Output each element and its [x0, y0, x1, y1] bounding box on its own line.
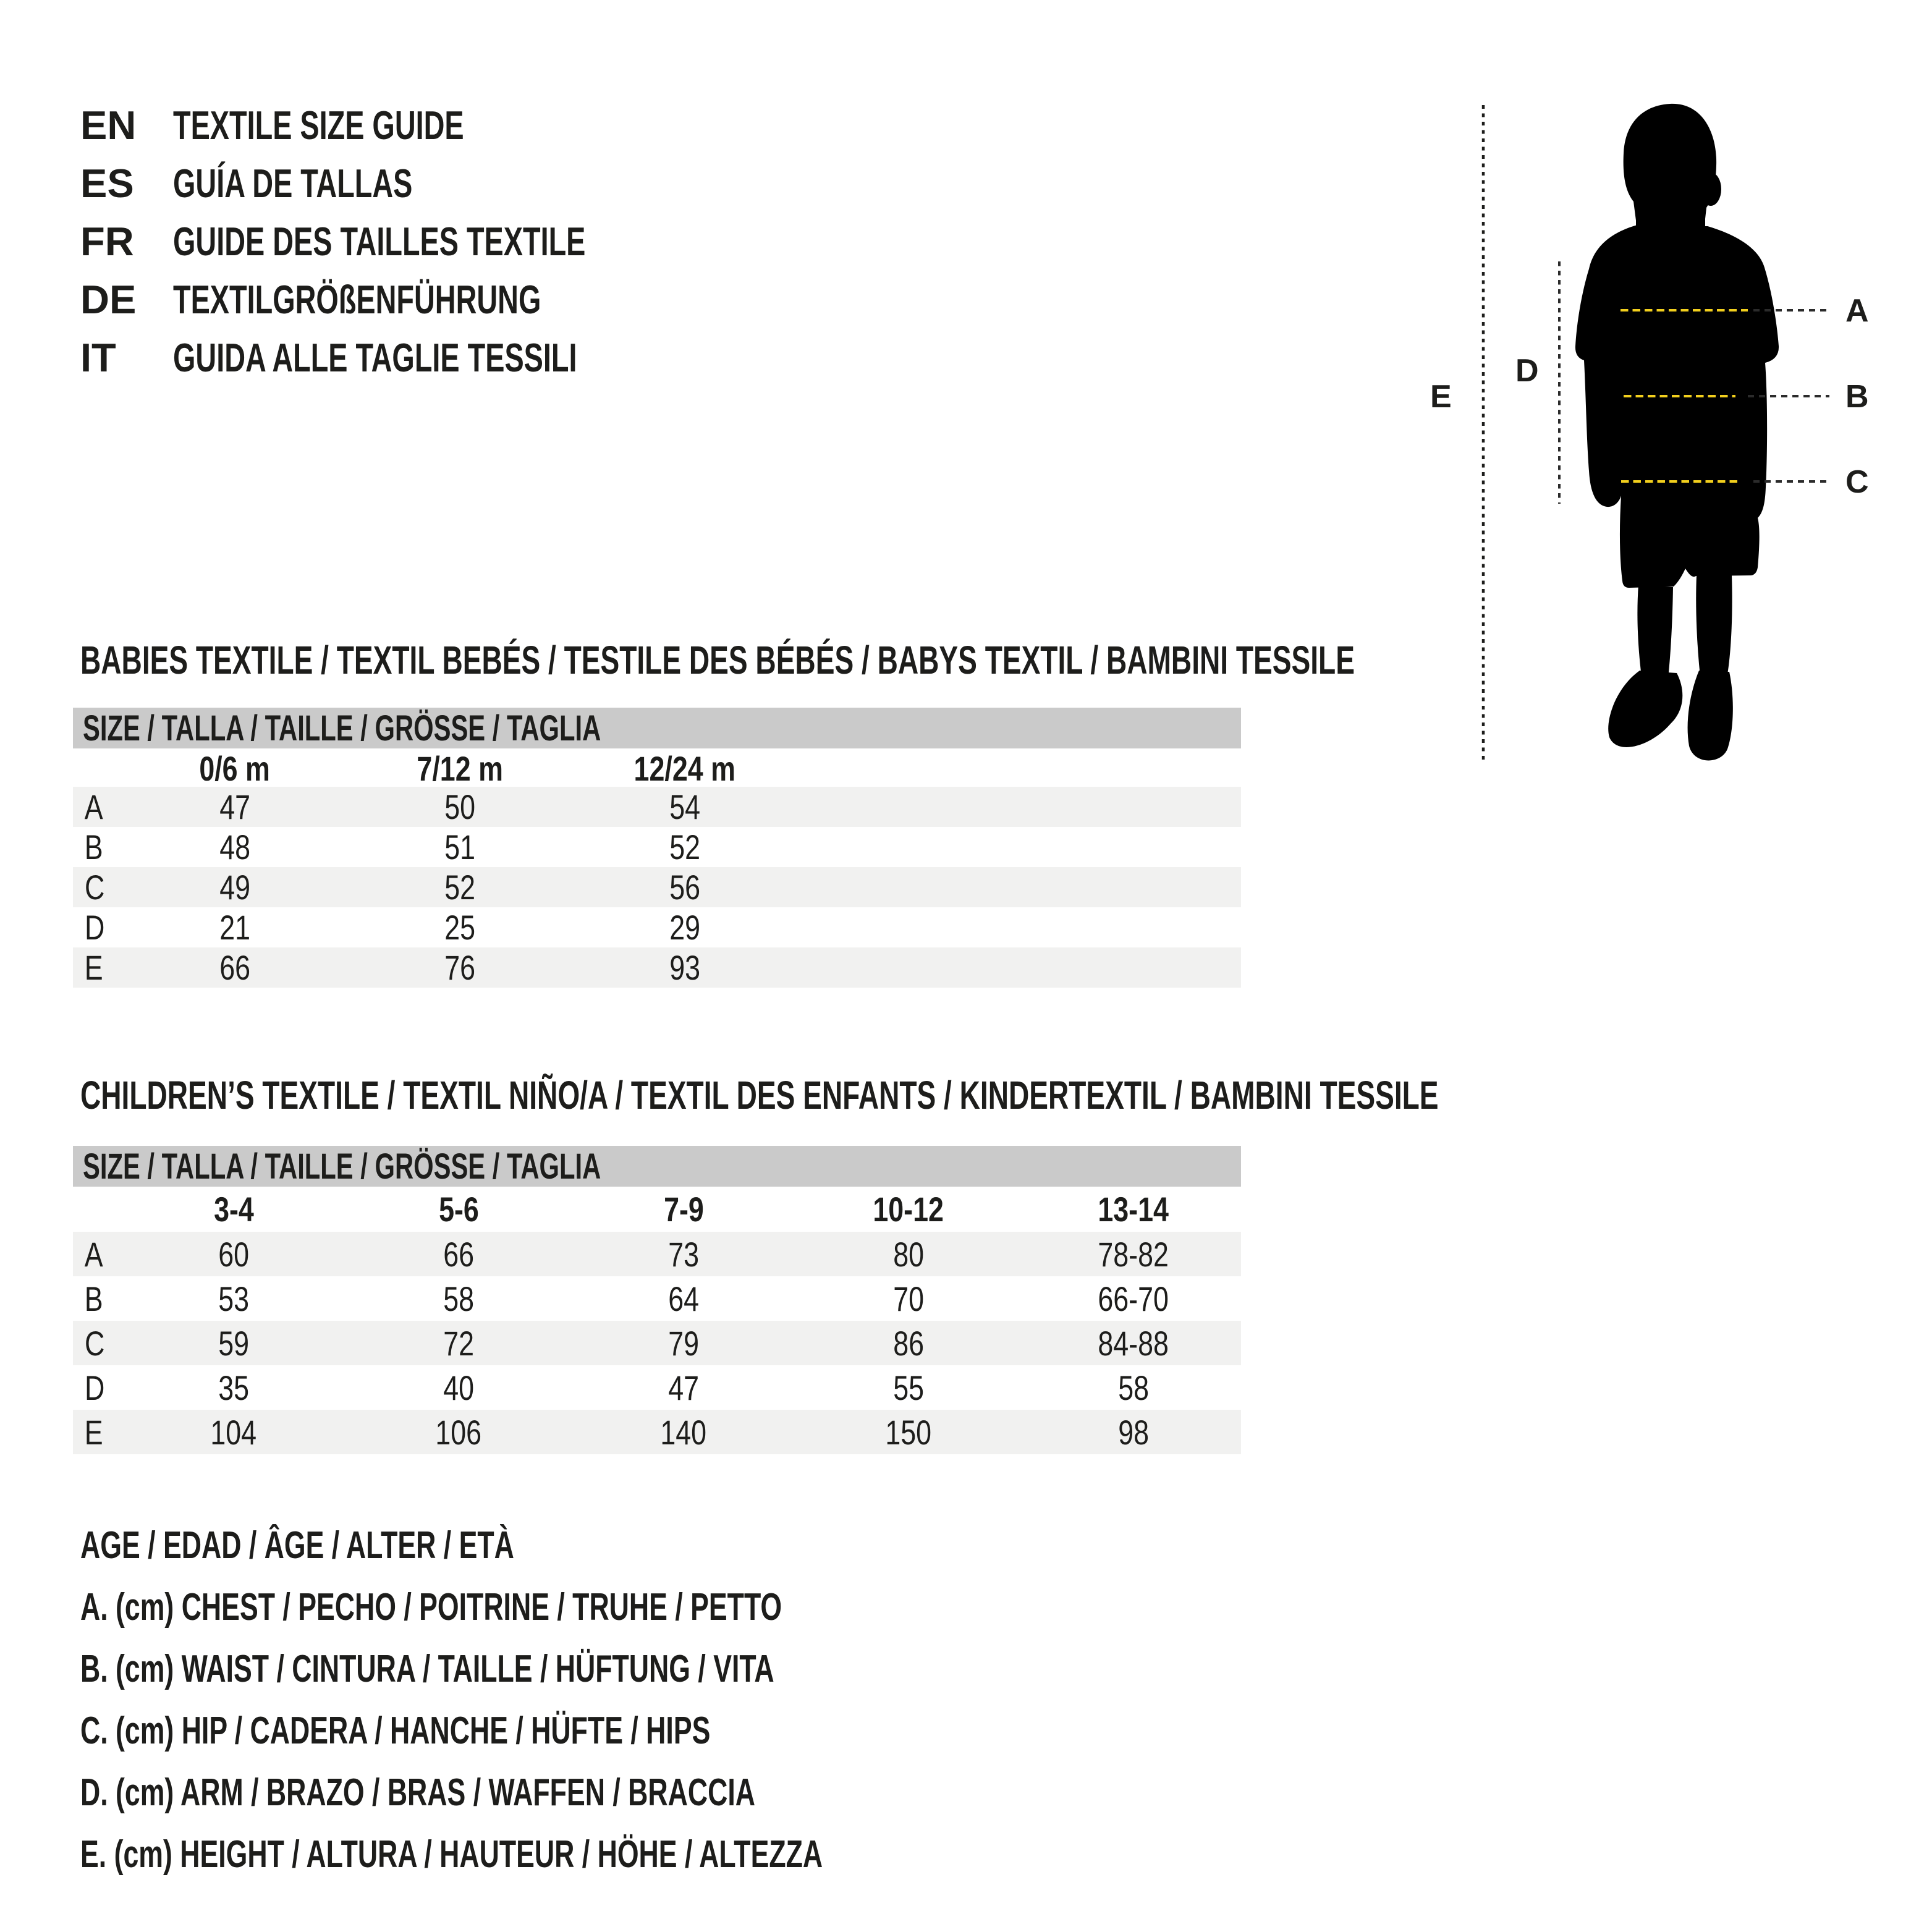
- legend-line-arm: D. (cm) ARM / BRAZO / BRAS / WAFFEN / BRACCIA: [80, 1771, 756, 1814]
- table-row: [73, 947, 1241, 988]
- measure-label-d: D: [1515, 353, 1539, 389]
- table-cell: 79: [668, 1323, 699, 1363]
- table-cell: 55: [893, 1368, 924, 1407]
- language-row-it: [80, 328, 746, 386]
- measure-label-b: B: [1845, 379, 1869, 415]
- measure-label-a: A: [1845, 293, 1869, 329]
- row-label: B: [84, 828, 103, 866]
- table-cell: 73: [668, 1234, 699, 1274]
- row-label: E: [84, 1412, 103, 1452]
- guide-title-en: TEXTILE SIZE GUIDE: [173, 102, 464, 148]
- table-cell: 150: [885, 1412, 932, 1452]
- table-row: [73, 1365, 1241, 1410]
- language-row-en: [80, 96, 746, 154]
- legend-line-height: E. (cm) HEIGHT / ALTURA / HAUTEUR / HÖHE / ALTEZZA: [80, 1832, 823, 1876]
- table-row: [73, 1410, 1241, 1454]
- table-cell: 66-70: [1098, 1279, 1169, 1318]
- guide-title-it: GUIDA ALLE TAGLIE TESSILI: [173, 334, 577, 380]
- row-label: A: [84, 787, 103, 826]
- table-cell: 52: [669, 828, 700, 866]
- babies-size-header-bar: [73, 708, 1241, 748]
- table-cell: 56: [669, 868, 700, 907]
- table-row: [73, 787, 1241, 827]
- column-header: 3-4: [213, 1190, 254, 1229]
- table-cell: 140: [660, 1412, 707, 1452]
- legend-line-hip: C. (cm) HIP / CADERA / HANCHE / HÜFTE / HIPS: [80, 1709, 711, 1752]
- column-header: 0/6 m: [199, 749, 271, 788]
- column-header: 13-14: [1098, 1190, 1169, 1229]
- babies-section-title-text: BABIES TEXTILE / TEXTIL BEBÉS / TESTILE DES BÉBÉS / BABYS TEXTIL / BAMBINI TESSILE: [80, 638, 1355, 682]
- language-code: EN: [80, 102, 137, 148]
- legend-line-age: AGE / EDAD / ÂGE / ALTER / ETÀ: [80, 1523, 514, 1567]
- table-row: [73, 1232, 1241, 1276]
- table-cell: 106: [435, 1412, 482, 1452]
- babies-size-table: [73, 708, 1241, 988]
- column-header: 5-6: [438, 1190, 479, 1229]
- language-row-de: [80, 270, 746, 328]
- legend-line-waist: B. (cm) WAIST / CINTURA / TAILLE / HÜFTUNG / VITA: [80, 1647, 774, 1690]
- table-cell: 48: [219, 828, 250, 866]
- language-code: IT: [80, 334, 116, 380]
- table-cell: 80: [893, 1234, 924, 1274]
- language-title-list: [80, 96, 746, 386]
- guide-title-fr: GUIDE DES TAILLES TEXTILE: [173, 218, 586, 264]
- table-row: [73, 1276, 1241, 1321]
- size-header-text: SIZE / TALLA / TAILLE / GRÖSSE / TAGLIA: [83, 708, 601, 748]
- table-cell: 72: [443, 1323, 474, 1363]
- column-header: 7-9: [663, 1190, 704, 1229]
- table-cell: 58: [443, 1279, 474, 1318]
- language-row-es: [80, 154, 746, 212]
- babies-column-header-row: [73, 748, 1241, 787]
- table-row: [73, 867, 1241, 907]
- table-cell: 93: [669, 948, 700, 987]
- table-row: [73, 827, 1241, 867]
- row-label: A: [84, 1234, 103, 1274]
- table-cell: 86: [893, 1323, 924, 1363]
- children-size-table: [73, 1146, 1241, 1454]
- table-cell: 70: [893, 1279, 924, 1318]
- table-cell: 40: [443, 1368, 474, 1407]
- table-row: [73, 907, 1241, 947]
- table-cell: 49: [219, 868, 250, 907]
- language-code: ES: [80, 160, 134, 206]
- table-cell: 58: [1118, 1368, 1149, 1407]
- table-cell: 21: [219, 908, 250, 947]
- table-cell: 64: [668, 1279, 699, 1318]
- child-silhouette-figure: [1421, 87, 1932, 791]
- silhouette-body: [1575, 225, 1779, 588]
- table-cell: 78-82: [1098, 1234, 1169, 1274]
- children-section-title-text: CHILDREN’S TEXTILE / TEXTIL NIÑO/A / TEXTIL DES ENFANTS / KINDERTEXTIL / BAMBINI TESSILE: [80, 1073, 1439, 1117]
- table-cell: 98: [1118, 1412, 1149, 1452]
- row-label: D: [85, 908, 105, 947]
- table-cell: 59: [218, 1323, 249, 1363]
- measure-label-e: E: [1430, 379, 1452, 415]
- table-row: [73, 1321, 1241, 1365]
- table-cell: 104: [210, 1412, 257, 1452]
- table-cell: 60: [218, 1234, 249, 1274]
- babies-section-title: [80, 635, 1850, 685]
- table-cell: 50: [444, 787, 475, 826]
- table-cell: 47: [668, 1368, 699, 1407]
- row-label: B: [84, 1279, 103, 1318]
- table-cell: 66: [219, 948, 250, 987]
- legend-line-chest: A. (cm) CHEST / PECHO / POITRINE / TRUHE / PETTO: [80, 1585, 782, 1629]
- measurement-legend: [80, 1514, 1111, 1885]
- table-cell: 47: [219, 787, 250, 826]
- row-label: E: [84, 948, 103, 987]
- size-header-text: SIZE / TALLA / TAILLE / GRÖSSE / TAGLIA: [83, 1146, 601, 1187]
- measure-label-c: C: [1845, 464, 1869, 500]
- language-row-fr: [80, 212, 746, 270]
- guide-title-de: TEXTILGRÖßENFÜHRUNG: [173, 276, 541, 322]
- table-cell: 54: [669, 787, 700, 826]
- table-cell: 66: [443, 1234, 474, 1274]
- table-cell: 53: [218, 1279, 249, 1318]
- column-header: 10-12: [873, 1190, 944, 1229]
- table-cell: 76: [444, 948, 475, 987]
- table-cell: 84-88: [1098, 1323, 1169, 1363]
- table-cell: 52: [444, 868, 475, 907]
- table-cell: 51: [444, 828, 475, 866]
- guide-title-es: GUÍA DE TALLAS: [173, 160, 413, 206]
- children-size-header-bar: [73, 1146, 1241, 1187]
- column-header: 7/12 m: [417, 749, 503, 788]
- table-cell: 25: [444, 908, 475, 947]
- table-cell: 29: [669, 908, 700, 947]
- row-label: C: [85, 868, 105, 907]
- children-column-header-row: [73, 1187, 1241, 1232]
- column-header: 12/24 m: [633, 749, 736, 788]
- children-section-title: [80, 1070, 1932, 1120]
- table-cell: 35: [218, 1368, 249, 1407]
- row-label: C: [85, 1323, 105, 1363]
- language-code: DE: [80, 276, 137, 322]
- row-label: D: [85, 1368, 105, 1407]
- silhouette-neck: [1636, 195, 1705, 229]
- language-code: FR: [80, 218, 134, 264]
